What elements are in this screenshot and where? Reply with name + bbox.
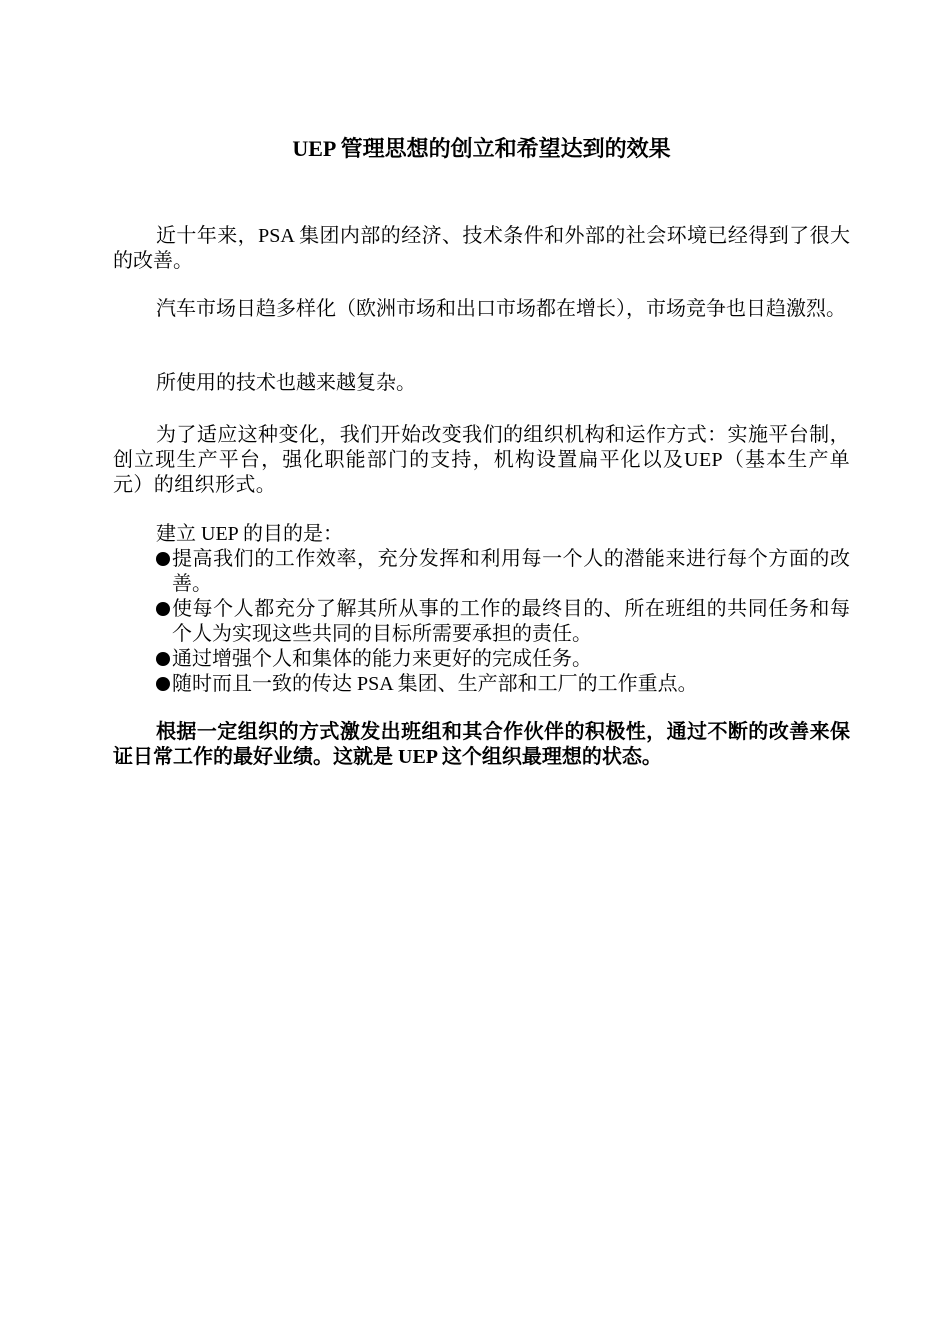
purpose-list xyxy=(156,547,850,697)
list-item xyxy=(156,647,850,672)
bullet-icon xyxy=(156,552,170,566)
list-item-text: 使每个人都充分了解其所从事的工作的最终目的、所在班组的共同任务和每个人为实现这些共同的目标所需要承担的责任。 xyxy=(172,598,850,645)
list-item xyxy=(156,672,850,697)
paragraph-organization: 为了适应这种变化，我们开始改变我们的组织机构和运作方式：实施平台制，创立现生产平台，强化职能部门的支持，机构设置扁平化以及UEP（基本生产单元）的组织形式。 xyxy=(113,424,850,496)
bullet-icon xyxy=(156,602,170,616)
page-title: UEP 管理思想的创立和希望达到的效果 xyxy=(292,136,671,161)
bullet-icon xyxy=(156,652,170,666)
list-item xyxy=(156,547,850,597)
paragraph-market: 汽车市场日趋多样化（欧洲市场和出口市场都在增长），市场竞争也日趋激烈。 xyxy=(156,298,846,320)
paragraph-technology: 所使用的技术也越来越复杂。 xyxy=(156,372,416,394)
list-item-text: 通过增强个人和集体的能力来更好的完成任务。 xyxy=(172,648,592,670)
paragraph-intro: 近十年来，PSA 集团内部的经济、技术条件和外部的社会环境已经得到了很大的改善。 xyxy=(113,225,850,272)
list-item-text: 随时而且一致的传达 PSA 集团、生产部和工厂的工作重点。 xyxy=(172,673,698,695)
list-item xyxy=(156,597,850,647)
paragraph-conclusion: 根据一定组织的方式激发出班组和其合作伙伴的积极性，通过不断的改善来保证日常工作的最好业绩。这就是 UEP 这个组织最理想的状态。 xyxy=(113,721,850,768)
list-item-text: 提高我们的工作效率，充分发挥和利用每一个人的潜能来进行每个方面的改善。 xyxy=(172,548,850,595)
bullet-icon xyxy=(156,677,170,691)
paragraph-purpose-heading: 建立 UEP 的目的是： xyxy=(156,523,344,545)
